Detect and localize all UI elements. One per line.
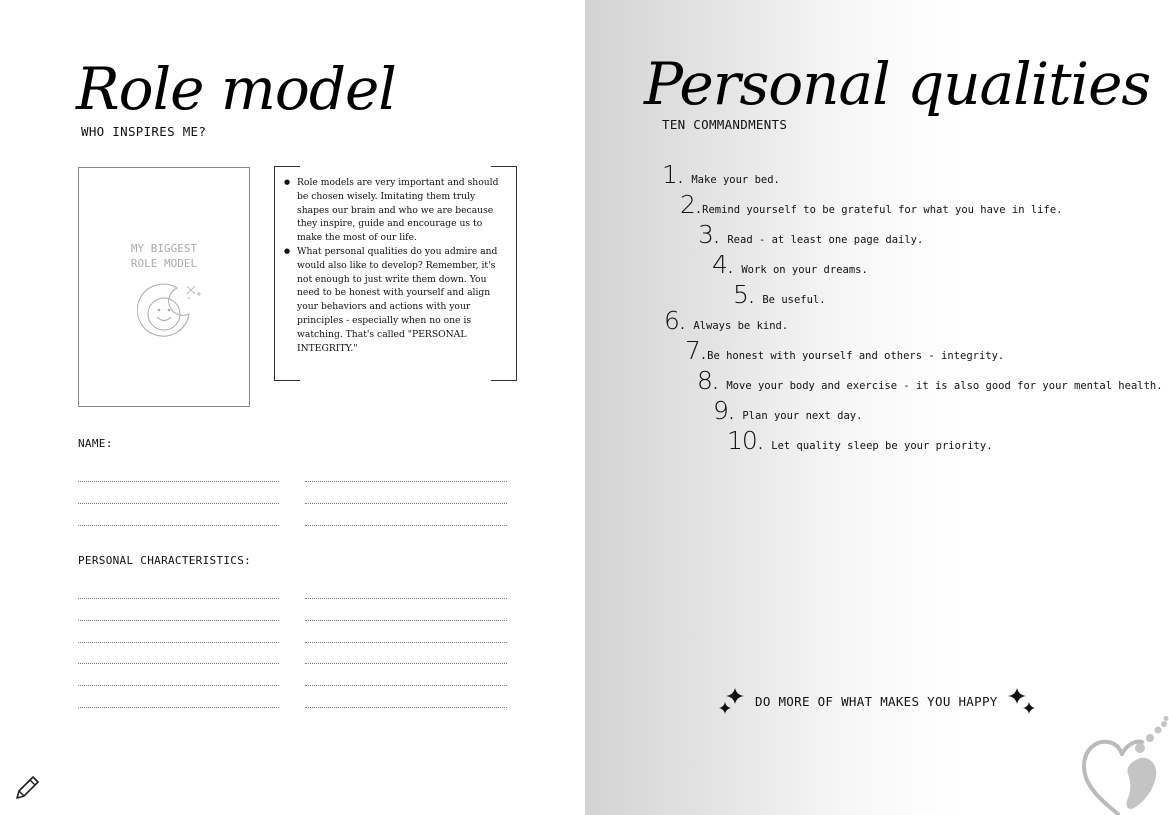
commandment-item: 3. Read - at least one page daily. [698, 220, 924, 249]
commandment-item: 10. Let quality sleep be your priority. [727, 426, 993, 455]
commandment-item: 7.Be honest with yourself and others - integrity. [685, 336, 1005, 365]
name-line[interactable] [78, 525, 279, 526]
commandment-number: 6 [664, 306, 679, 335]
heart-footprint-logo [1078, 716, 1169, 815]
smiley-face-icon [137, 280, 203, 340]
characteristics-line[interactable] [305, 620, 507, 621]
commandment-item: 5. Be useful. [733, 280, 826, 309]
name-label: NAME: [78, 437, 113, 450]
info-point-2: ● What personal qualities do you admire and would also like to develop? Remember, it's not enough to just write them down. You need to be honest with yourself and align your behaviors and actions with your principles - especially when no one is watching. That's called "PERSONAL INTEGRITY." [284, 245, 510, 355]
commandment-text: Make your bed. [691, 174, 780, 186]
commandment-number: 2 [680, 190, 695, 219]
commandment-item: 1. Make your bed. [662, 160, 780, 189]
commandment-number: 8 [697, 366, 712, 395]
commandment-number: 3 [698, 220, 713, 249]
commandment-number: 7 [685, 336, 700, 365]
characteristics-line[interactable] [305, 685, 507, 686]
commandment-text: Read - at least one page daily. [727, 234, 924, 246]
sparkle-icon [1005, 686, 1039, 718]
commandment-text: Let quality sleep be your priority. [771, 440, 993, 452]
name-line[interactable] [305, 503, 507, 504]
characteristics-line[interactable] [78, 642, 279, 643]
name-line[interactable] [78, 503, 279, 504]
commandment-number: 4 [712, 250, 727, 279]
photo-placeholder-box [78, 167, 250, 407]
commandment-text: Move your body and exercise - it is also good for your mental health. [726, 380, 1163, 392]
footer-motto [717, 686, 1039, 718]
info-point-1: ● Role models are very important and should be chosen wisely. Imitating them truly shapes our brain and who we are because they inspire, guide and encourage us to make the most of our life. [284, 176, 510, 245]
characteristics-label: PERSONAL CHARACTERISTICS: [78, 554, 252, 567]
characteristics-line[interactable] [305, 642, 507, 643]
commandment-text: Be useful. [762, 294, 826, 306]
commandment-text: Always be kind. [693, 320, 789, 332]
commandment-item: 2.Remind yourself to be grateful for what you have in life. [680, 190, 1063, 219]
characteristics-line[interactable] [305, 707, 507, 708]
commandment-item: 4. Work on your dreams. [712, 250, 868, 279]
commandment-item: 9. Plan your next day. [713, 396, 863, 425]
characteristics-line[interactable] [78, 663, 279, 664]
commandment-text: Plan your next day. [742, 410, 863, 422]
pencil-icon[interactable] [13, 774, 41, 802]
characteristics-line[interactable] [78, 598, 279, 599]
characteristics-line[interactable] [78, 707, 279, 708]
characteristics-line[interactable] [78, 685, 279, 686]
page-title-personal-qualities: Personal qualities [644, 50, 1151, 118]
commandment-number: 5 [733, 280, 748, 309]
photo-caption-line1: MY BIGGEST [130, 242, 198, 255]
ten-commandments-subtitle: TEN COMMANDMENTS [662, 117, 788, 132]
characteristics-line[interactable] [305, 663, 507, 664]
characteristics-line[interactable] [78, 620, 279, 621]
commandment-number: 10 [727, 426, 757, 455]
photo-caption [79, 241, 249, 271]
commandment-item: 6. Always be kind. [664, 306, 789, 335]
info-list [284, 176, 510, 355]
commandment-item: 8. Move your body and exercise - it is also good for your mental health. [697, 366, 1163, 395]
commandment-text: Remind yourself to be grateful for what you have in life. [702, 204, 1063, 216]
page-title-role-model: Role model [76, 55, 396, 123]
commandment-text: Work on your dreams. [741, 264, 868, 276]
commandment-text: Be honest with yourself and others - integrity. [707, 350, 1005, 362]
role-model-subtitle: WHO INSPIRES ME? [81, 124, 207, 139]
role-model-info-box [274, 166, 517, 381]
characteristics-line[interactable] [305, 598, 507, 599]
name-line[interactable] [305, 481, 507, 482]
name-line[interactable] [78, 481, 279, 482]
motto-text: DO MORE OF WHAT MAKES YOU HAPPY [755, 694, 998, 709]
commandment-number: 1 [662, 160, 677, 189]
photo-caption-line2: ROLE MODEL [130, 257, 198, 270]
name-line[interactable] [305, 525, 507, 526]
sparkle-icon [717, 686, 751, 718]
commandment-number: 9 [713, 396, 728, 425]
